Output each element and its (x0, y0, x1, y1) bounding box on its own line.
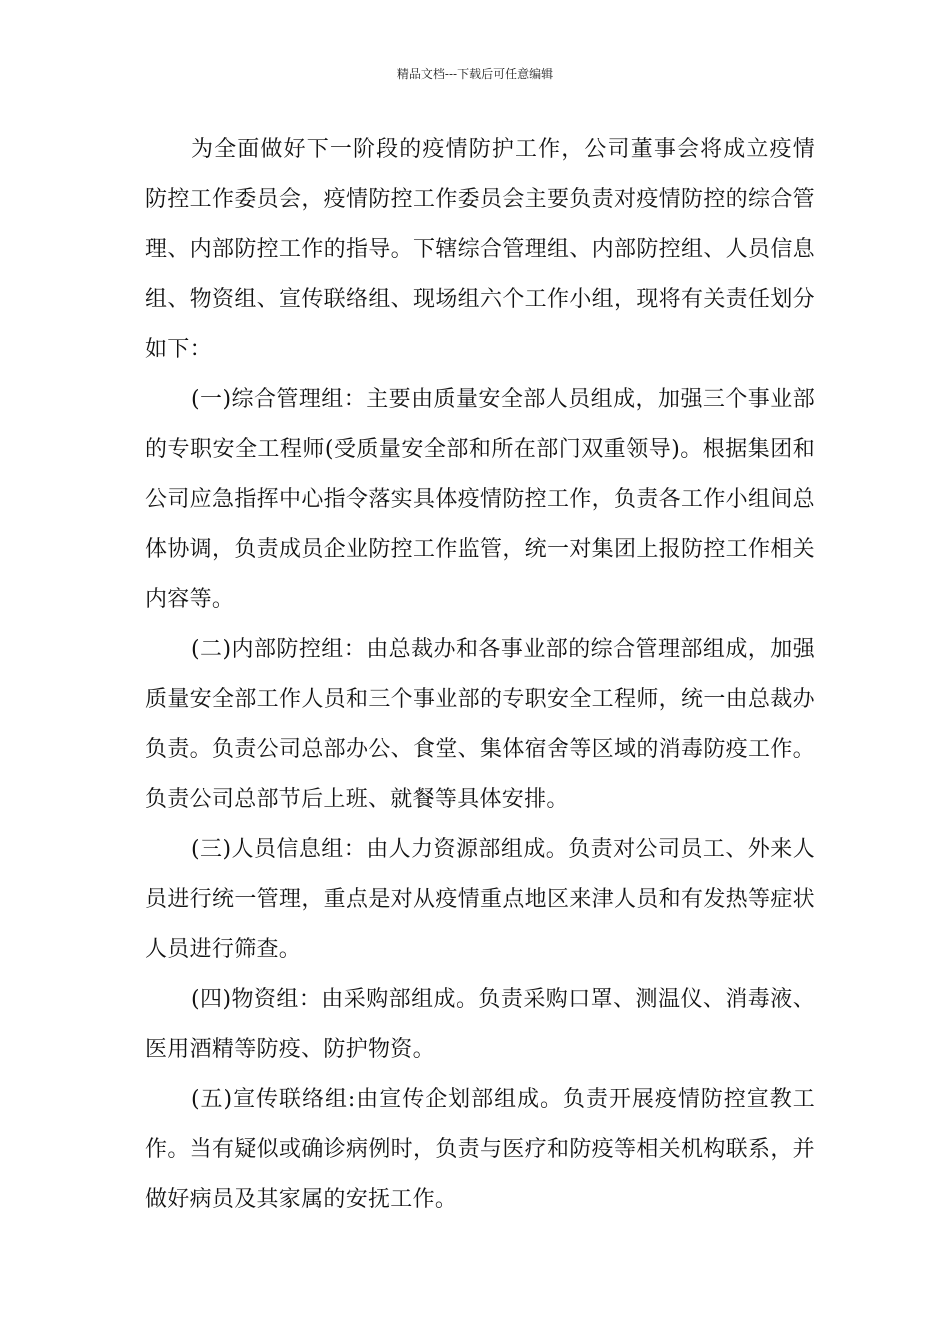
paragraph-personnel-info-group: (三)人员信息组：由人力资源部组成。负责对公司员工、外来人员进行统一管理，重点是对从疫情重点地区来津人员和有发热等症状人员进行筛查。 (145, 837, 815, 962)
paragraph-publicity-liaison-group: (五)宣传联络组:由宣传企划部组成。负责开展疫情防控宣教工作。当有疑似或确诊病例时，负责与医疗和防疫等相关机构联系，并做好病员及其家属的安抚工作。 (145, 1087, 815, 1212)
paragraph-materials-group: (四)物资组：由采购部组成。负责采购口罩、测温仪、消毒液、医用酒精等防疫、防护物资。 (145, 987, 815, 1062)
paragraph-intro: 为全面做好下一阶段的疫情防护工作，公司董事会将成立疫情防控工作委员会，疫情防控工作委员会主要负责对疫情防控的综合管理、内部防控工作的指导。下辖综合管理组、内部防控组、人员信息组、物资组、宣传联络组、现场组六个工作小组，现将有关责任划分如下： (145, 137, 815, 362)
document-body (145, 125, 815, 1225)
paragraph-internal-prevention-group: (二)内部防控组：由总裁办和各事业部的综合管理部组成，加强质量安全部工作人员和三个事业部的专职安全工程师，统一由总裁办负责。负责公司总部办公、食堂、集体宿舍等区域的消毒防疫工作。负责公司总部节后上班、就餐等具体安排。 (145, 637, 815, 812)
page-header: 精品文档---下载后可任意编辑 (396, 67, 554, 81)
paragraph-general-management-group: (一)综合管理组：主要由质量安全部人员组成，加强三个事业部的专职安全工程师(受质量安全部和所在部门双重领导)。根据集团和公司应急指挥中心指令落实具体疫情防控工作，负责各工作小组间总体协调，负责成员企业防控工作监管，统一对集团上报防控工作相关内容等。 (145, 387, 815, 612)
